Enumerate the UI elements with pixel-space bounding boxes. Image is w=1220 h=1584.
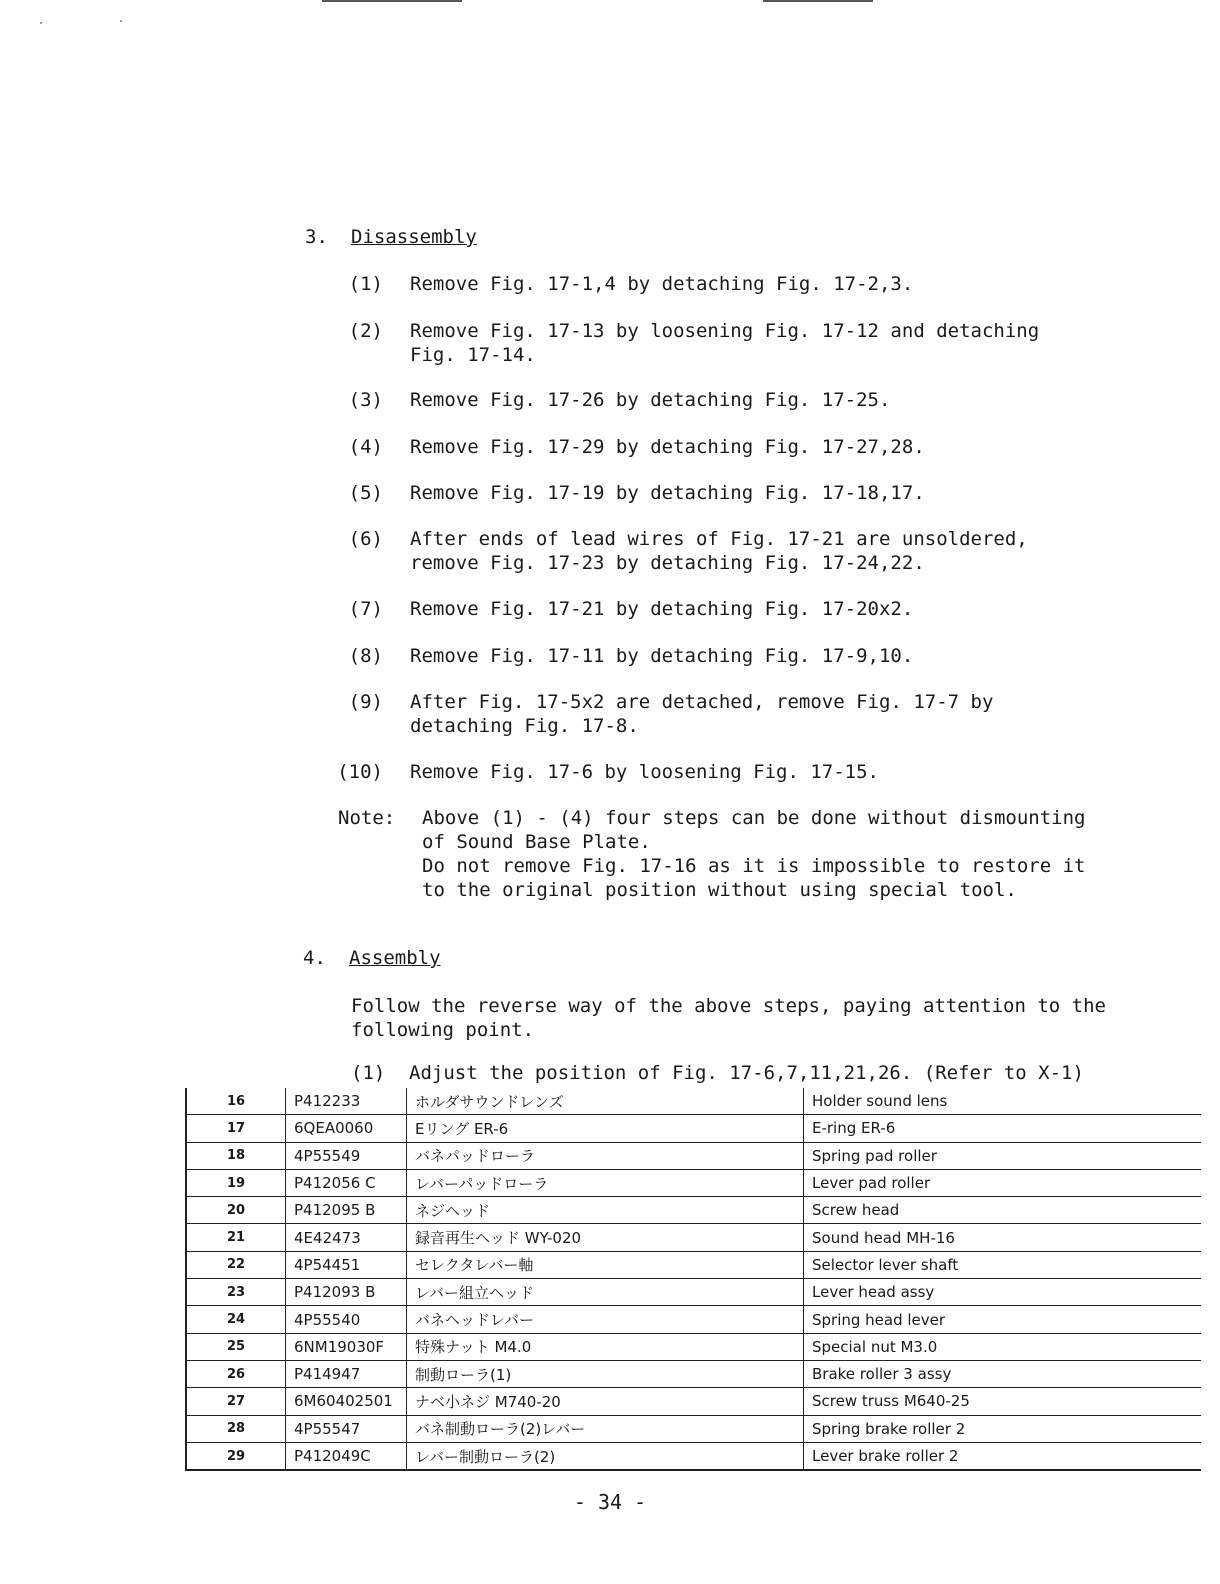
part-name-english: Brake roller 3 assy	[804, 1360, 1202, 1387]
part-code: 4P55540	[286, 1306, 407, 1333]
scan-speck	[120, 20, 122, 22]
note-label: Note:	[338, 807, 396, 829]
table-row	[186, 1251, 1201, 1278]
part-number: 29	[186, 1442, 286, 1470]
part-name-english: Spring head lever	[804, 1306, 1202, 1333]
assembly-paragraph	[351, 994, 1106, 1042]
part-name-english: Lever pad roller	[804, 1169, 1202, 1196]
step-text: Remove Fig. 17-6 by loosening Fig. 17-15.	[410, 761, 879, 783]
part-name-japanese: ナベ小ネジ M740-20	[407, 1388, 804, 1415]
assembly-line: following point.	[351, 1019, 535, 1041]
step-number: (6)	[348, 528, 383, 550]
part-name-japanese: セレクタレバー軸	[407, 1251, 804, 1278]
part-name-english: Spring pad roller	[804, 1142, 1202, 1169]
part-name-japanese: バネヘッドレバー	[407, 1306, 804, 1333]
step-text: Remove Fig. 17-29 by detaching Fig. 17-27,28.	[410, 436, 925, 458]
step-number: (2)	[348, 320, 383, 342]
part-name-japanese: 制動ローラ(1)	[407, 1360, 804, 1387]
part-number: 27	[186, 1388, 286, 1415]
step-number: (8)	[348, 645, 383, 667]
part-code: 6NM19030F	[286, 1333, 407, 1360]
table-row	[186, 1442, 1201, 1470]
table-row	[186, 1169, 1201, 1196]
part-number: 24	[186, 1306, 286, 1333]
part-code: 4P55547	[286, 1415, 407, 1442]
part-number: 22	[186, 1251, 286, 1278]
part-code: 6M60402501	[286, 1388, 407, 1415]
note-line: to the original position without using special tool.	[422, 879, 1017, 901]
part-number: 17	[186, 1115, 286, 1142]
section-number: 3.	[305, 226, 328, 248]
step-number: (1)	[351, 1062, 386, 1084]
parts-table	[185, 1088, 1201, 1471]
part-name-english: Lever head assy	[804, 1279, 1202, 1306]
part-name-japanese: 特殊ナット M4.0	[407, 1333, 804, 1360]
step-text: Remove Fig. 17-19 by detaching Fig. 17-18,17.	[410, 482, 925, 504]
part-name-english: Screw truss M640-25	[804, 1388, 1202, 1415]
part-code: 6QEA0060	[286, 1115, 407, 1142]
part-name-english: Sound head MH-16	[804, 1224, 1202, 1251]
part-name-japanese: レバーパッドローラ	[407, 1169, 804, 1196]
part-name-japanese: ホルダサウンドレンズ	[407, 1088, 804, 1115]
part-number: 16	[186, 1088, 286, 1115]
step-number: (9)	[348, 691, 383, 713]
part-name-japanese: レバー組立ヘッド	[407, 1279, 804, 1306]
part-name-english: Selector lever shaft	[804, 1251, 1202, 1278]
note-line: Above (1) - (4) four steps can be done without dismounting	[422, 807, 1086, 829]
table-row	[186, 1415, 1201, 1442]
assembly-step	[351, 1062, 1084, 1084]
part-code: P412049C	[286, 1442, 407, 1470]
part-name-japanese: バネパッドローラ	[407, 1142, 804, 1169]
part-name-english: Holder sound lens	[804, 1088, 1202, 1115]
step-text: Remove Fig. 17-21 by detaching Fig. 17-20x2.	[410, 598, 914, 620]
table-row	[186, 1388, 1201, 1415]
step-text: Remove Fig. 17-11 by detaching Fig. 17-9,10.	[410, 645, 914, 667]
assembly-line: Follow the reverse way of the above steps, paying attention to the	[351, 995, 1106, 1017]
part-name-japanese: Eリング ER-6	[407, 1115, 804, 1142]
step-text: Remove Fig. 17-1,4 by detaching Fig. 17-2,3.	[410, 273, 914, 295]
table-row	[186, 1360, 1201, 1387]
table-row	[186, 1224, 1201, 1251]
part-number: 28	[186, 1415, 286, 1442]
part-number: 23	[186, 1279, 286, 1306]
part-name-english: Screw head	[804, 1197, 1202, 1224]
part-name-japanese: ネジヘッド	[407, 1197, 804, 1224]
part-number: 19	[186, 1169, 286, 1196]
table-row	[186, 1306, 1201, 1333]
part-code: P412093 B	[286, 1279, 407, 1306]
table-row	[186, 1333, 1201, 1360]
step-text: After ends of lead wires of Fig. 17-21 are unsoldered, remove Fig. 17-23 by detaching Fig. 17-24,22.	[410, 528, 1028, 574]
step-text: Remove Fig. 17-26 by detaching Fig. 17-25.	[410, 389, 891, 411]
section-title: Disassembly	[351, 226, 477, 248]
table-row	[186, 1279, 1201, 1306]
part-name-japanese: バネ制動ローラ(2)レバー	[407, 1415, 804, 1442]
step-text: After Fig. 17-5x2 are detached, remove Fig. 17-7 by detaching Fig. 17-8.	[410, 691, 994, 737]
part-code: P412056 C	[286, 1169, 407, 1196]
step-number: (10)	[337, 761, 383, 783]
table-row	[186, 1142, 1201, 1169]
part-code: P414947	[286, 1360, 407, 1387]
part-code: 4E42473	[286, 1224, 407, 1251]
part-code: 4P54451	[286, 1251, 407, 1278]
part-name-english: Special nut M3.0	[804, 1333, 1202, 1360]
note-line: of Sound Base Plate.	[422, 831, 651, 853]
section-title: Assembly	[349, 947, 441, 969]
part-number: 26	[186, 1360, 286, 1387]
table-row	[186, 1115, 1201, 1142]
part-name-english: Lever brake roller 2	[804, 1442, 1202, 1470]
note-line: Do not remove Fig. 17-16 as it is impossible to restore it	[422, 855, 1086, 877]
part-number: 20	[186, 1197, 286, 1224]
step-text: Remove Fig. 17-13 by loosening Fig. 17-12 and detaching Fig. 17-14.	[410, 320, 1040, 366]
part-number: 21	[186, 1224, 286, 1251]
top-rule	[763, 0, 873, 2]
step-number: (7)	[348, 598, 383, 620]
top-rule	[322, 0, 462, 2]
part-name-english: Spring brake roller 2	[804, 1415, 1202, 1442]
step-number: (5)	[348, 482, 383, 504]
part-code: P412233	[286, 1088, 407, 1115]
step-text: Adjust the position of Fig. 17-6,7,11,21,26. (Refer to X-1)	[409, 1062, 1084, 1084]
table-row	[186, 1088, 1201, 1115]
part-code: P412095 B	[286, 1197, 407, 1224]
page-number: - 34 -	[573, 1490, 647, 1514]
part-name-english: E-ring ER-6	[804, 1115, 1202, 1142]
part-number: 25	[186, 1333, 286, 1360]
part-name-japanese: 録音再生ヘッド WY-020	[407, 1224, 804, 1251]
step-number: (4)	[348, 436, 383, 458]
part-name-japanese: レバー制動ローラ(2)	[407, 1442, 804, 1470]
step-number: (1)	[348, 273, 383, 295]
scan-speck	[40, 22, 42, 24]
part-code: 4P55549	[286, 1142, 407, 1169]
step-number: (3)	[348, 389, 383, 411]
section-number: 4.	[303, 947, 326, 969]
table-row	[186, 1197, 1201, 1224]
part-number: 18	[186, 1142, 286, 1169]
